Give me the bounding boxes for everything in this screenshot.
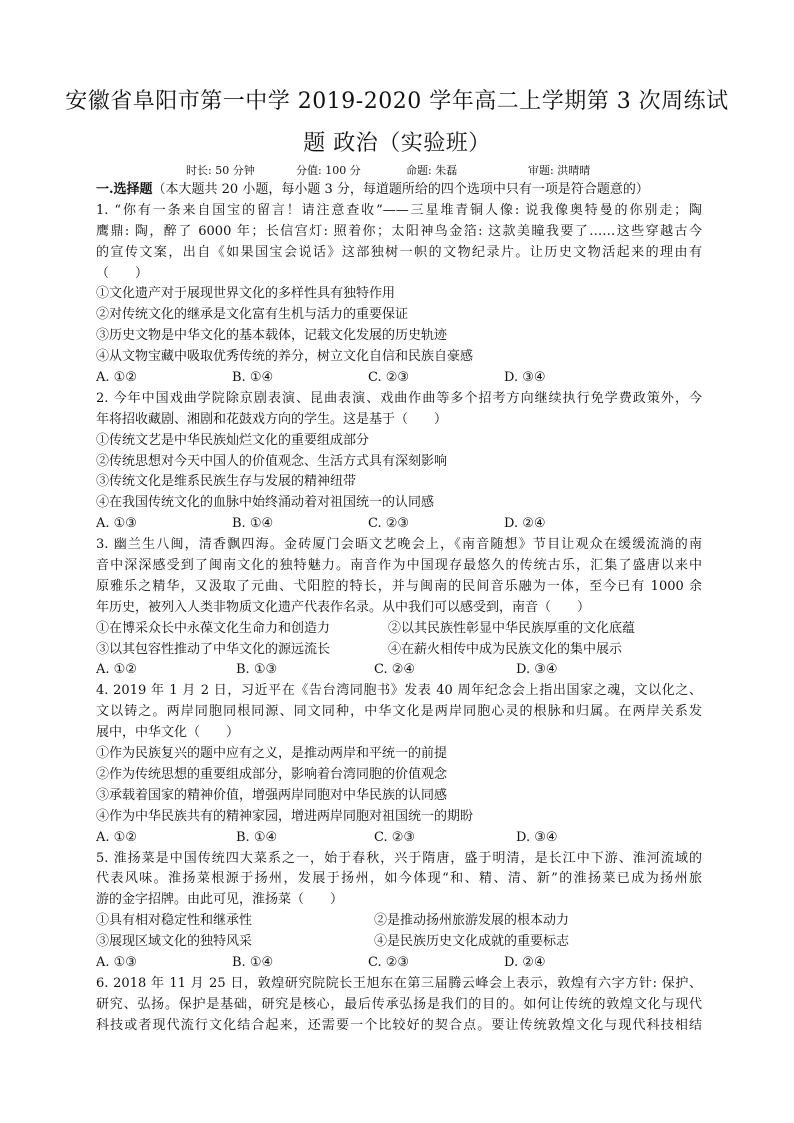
question-1-choices <box>96 368 702 389</box>
question-4-choices <box>96 828 702 849</box>
question-3-statement: ④在薪火相传中成为民族文化的集中展示 <box>388 641 623 657</box>
question-3-statements-row <box>96 640 702 661</box>
question-4-statement: ①作为民族复兴的题中应有之义，是推动两岸和平统一的前提 <box>96 746 448 762</box>
question-3-choices <box>96 660 702 681</box>
question-4-stem-line: 4. 2019 年 1 月 2 日，习近平在《告台湾同胞书》发表 40 周年纪念会上指出国家之魂，文以化之、 <box>96 683 702 699</box>
question-1-stem-line: 1. “你有一条来自国宝的留言！请注意查收”——三星堆青铜人像: 说我像奥特曼的你别走；陶 <box>96 202 702 218</box>
question-2-choices <box>96 514 702 535</box>
question-4-stem-line: 文以铸之。两岸同胞同根同源、同文同种，中华文化是两岸同胞心灵的根脉和归属。在两岸关系发 <box>96 704 702 720</box>
question-3-statements-row <box>96 619 702 640</box>
question-2-statement: ③传统文化是维系民族生存与发展的精神纽带 <box>96 474 357 490</box>
question-2-statement: ②传统思想对今天中国人的价值观念、生活方式具有深刻影响 <box>96 453 448 469</box>
section-note: （本大题共 20 小题，每小题 3 分，每道题所给的四个选项中只有一项是符合题意的） <box>152 182 649 197</box>
question-4-statement: ④作为中华民族共有的精神家园，增进两岸同胞对祖国统一的期盼 <box>96 808 474 824</box>
choice-c: C. ②③ <box>368 516 410 532</box>
question-3-stem-line: 原雅乐之精华，又汲取了元曲、弋阳腔的特长，并与闽南的民间音乐融为一体，至今已有 1000 余 <box>96 578 702 594</box>
question-5-statement: ④是民族历史文化成就的重要标志 <box>374 934 570 950</box>
question-1 <box>96 201 702 389</box>
choice-d: D. ②④ <box>504 516 546 532</box>
choice-c: C. ②④ <box>374 662 416 678</box>
question-6-stem-line: 6. 2018 年 11 月 25 日，敦煌研究院院长王旭东在第三届腾云峰会上表示，敦煌有六字方针: 保护、 <box>96 975 702 991</box>
choice-b: B. ①③ <box>236 662 278 678</box>
choice-b: B. ①④ <box>232 954 274 970</box>
question-2-statement: ①传统文艺是中华民族灿烂文化的重要组成部分 <box>96 432 370 448</box>
meta-duration: 时长: 50 分钟 <box>186 164 255 177</box>
question-6 <box>96 974 702 1037</box>
question-5-statement: ②是推动扬州旅游发展的根本动力 <box>374 913 570 929</box>
meta-author: 命题: 朱磊 <box>406 164 458 177</box>
meta-reviewer: 审题: 洪晴晴 <box>528 164 591 177</box>
question-5-statement: ①具有相对稳定性和继承性 <box>96 913 253 929</box>
choice-a: A. ①② <box>96 829 137 845</box>
choice-c: C. ②③ <box>374 829 416 845</box>
choice-d: D. ③④ <box>516 662 558 678</box>
question-5 <box>96 849 702 974</box>
question-5-statements-row <box>96 932 702 953</box>
choice-b: B. ①④ <box>236 829 278 845</box>
question-6-stem-line: 科技或者现代流行文化结合起来，还需要一个比较好的契合点。要让传统敦煌文化与现代科技相结 <box>96 1017 702 1033</box>
question-4-statement: ③承载着国家的精神价值，增强两岸同胞对中华民族的认同感 <box>96 787 448 803</box>
question-5-choices <box>96 953 702 974</box>
question-5-stem-line: 5. 淮扬菜是中国传统四大菜系之一，始于春秋，兴于隋唐，盛于明清，是长江中下游、淮河流域的 <box>96 850 702 866</box>
question-1-statement: ②对传统文化的继承是文化富有生机与活力的重要保证 <box>96 307 409 323</box>
document-title-line-1: 安徽省阜阳市第一中学 2019-2020 学年高二上学期第 3 次周练试 <box>65 89 729 114</box>
meta-score: 分值: 100 分 <box>296 164 361 177</box>
question-6-stem-line: 研究、弘扬。保护是基础，研究是核心，最后传承弘扬是我们的目的。如何让传统的敦煌文化与现代 <box>96 996 702 1012</box>
question-3-stem-line: 3. 幽兰生八闽，清香飘四海。金砖厦门会晤文艺晚会上，《南音随想》节目让观众在缓缓流淌的南 <box>96 537 702 553</box>
choice-a: A. ①② <box>96 370 137 386</box>
exam-meta <box>186 162 590 178</box>
question-1-statement: ①文化遗产对于展现世界文化的多样性具有独特作用 <box>96 286 396 302</box>
choice-b: B. ①④ <box>232 370 274 386</box>
question-1-stem-line: 的宣传文案，出自《如果国宝会说话》这部独树一帜的文物纪录片。让历史文物活起来的理由有 <box>96 244 702 260</box>
question-3-statement: ③以其包容性推动了中华文化的源远流长 <box>96 641 331 657</box>
question-2 <box>96 389 702 535</box>
question-2-statement: ④在我国传统文化的血脉中始终涌动着对祖国统一的认同感 <box>96 495 435 511</box>
section-heading-label: 一.选择题 <box>96 182 153 197</box>
question-3-statement: ①在博采众长中永葆文化生命力和创造力 <box>96 620 331 636</box>
question-2-stem-line: 年将招收藏剧、湘剧和花鼓戏方向的学生。这是基于（ ） <box>96 411 448 427</box>
question-3-statement: ②以其民族性彰显中华民族厚重的文化底蕴 <box>388 620 636 636</box>
choice-a: A. ①③ <box>96 954 137 970</box>
document-title-line-2: 题 政治（实验班） <box>303 131 491 156</box>
question-5-statements-row <box>96 911 702 932</box>
question-5-statement: ③展现区域文化的独特风采 <box>96 934 253 950</box>
section-heading <box>96 180 702 201</box>
question-5-stem-line: 代表风味。淮扬菜根源于扬州，发展于扬州，如今体现“和、精、清、新”的淮扬菜已成为扬州旅 <box>96 871 702 887</box>
question-4-statement: ②作为传统思想的重要组成部分，影响着台湾同胞的价值观念 <box>96 766 448 782</box>
choice-d: D. ③④ <box>504 370 546 386</box>
question-1-statement: ④从文物宝藏中吸取优秀传统的养分，树立文化自信和民族自豪感 <box>96 349 474 365</box>
question-4 <box>96 681 702 848</box>
question-1-statement: ③历史文物是中华文化的基本载体，记载文化发展的历史轨迹 <box>96 328 448 344</box>
question-2-stem-line: 2. 今年中国戏曲学院除京剧表演、昆曲表演、戏曲作曲等多个招考方向继续执行免学费政策外，今 <box>96 390 702 406</box>
question-3 <box>96 535 702 681</box>
choice-b: B. ①④ <box>232 516 274 532</box>
question-1-stem-line: 鹰鼎: 陶，醉了 6000 年；长信宫灯: 照着你；太阳神鸟金箔: 这款美瞳我要了……这些穿越古今 <box>96 223 702 239</box>
question-body <box>96 180 702 1037</box>
question-3-stem-line: 年历史，被列入人类非物质文化遗产代表作名录。从中我们可以感受到，南音（ ） <box>96 599 591 615</box>
choice-c: C. ②③ <box>368 954 410 970</box>
question-5-stem-line: 游的金字招牌。由此可见，淮扬菜（ ） <box>96 892 344 908</box>
choice-d: D. ②④ <box>504 954 546 970</box>
choice-a: A. ①③ <box>96 516 137 532</box>
choice-a: A. ①② <box>96 662 137 678</box>
choice-d: D. ③④ <box>516 829 558 845</box>
choice-c: C. ②③ <box>368 370 410 386</box>
question-1-stem-line: （ ） <box>96 265 149 281</box>
question-4-stem-line: 展中，中华文化（ ） <box>96 725 240 741</box>
question-3-stem-line: 音中深深感受到了闽南文化的独特魅力。南音作为中国现存最悠久的传统古乐，汇集了盛唐以来中 <box>96 558 702 574</box>
